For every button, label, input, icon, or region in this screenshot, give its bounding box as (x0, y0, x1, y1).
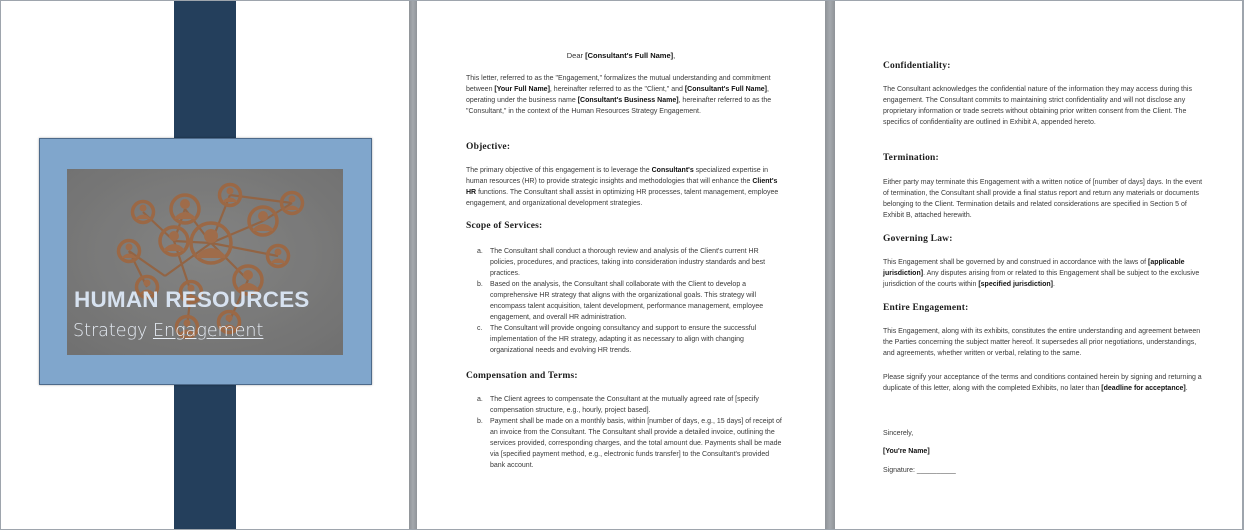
list-item (477, 246, 783, 279)
intro-paragraph (466, 73, 784, 117)
text: functions. The Consultant shall assist in optimizing HR processes, talent management, employee engagement, and organizational development strategies. (466, 189, 779, 207)
list-marker: a. (477, 396, 483, 403)
list-text: Payment shall be made on a monthly basis, within [number of days, e.g., 15 days] of receipt of an invoice from the Consultant. The Consultant shall provide a detailed invoice, outlining the services provided, corresponding charges, and the total amount due. Payments shall be made via [specified payment method, e.g., electronic funds transfer] to the Consultant's provided bank account. (490, 418, 782, 469)
list-marker: a. (477, 248, 483, 255)
list-text: Based on the analysis, the Consultant shall collaborate with the Client to develop a comprehensive HR strategy that aligns with the organizational goals. This strategy will encompass talent acquisition, talent development, performance management, employee engagement, and overall HR administration. (490, 281, 764, 321)
signature-line (883, 465, 1203, 476)
text: , operating under the business name (466, 86, 769, 104)
business-name-placeholder: [Consultant's Business Name] (577, 97, 679, 104)
list-marker: c. (477, 325, 483, 332)
confidentiality-paragraph: The Consultant acknowledges the confidential nature of the information they may access during this engagement. The Consultant commits to maintaining strict confidentiality and will not disclose any proprietary information or trade secrets without obtaining prior written consent from the Client. The specifics of confidentiality are outlined in Exhibit A, appended hereto. (883, 86, 1192, 126)
governing-law-heading: Governing Law: (883, 234, 953, 244)
letter-page-2 (835, 1, 1242, 529)
text-bold: Consultant's (651, 167, 694, 174)
termination-paragraph: Either party may terminate this Engagement with a written notice of [number of days] days. In the event of termination, the Consultant shall provide a final status report and return any materials or documents belonging to the Client. Termination details and related considerations are specified in Section 5 of Exhibit B, attached herewith. (883, 179, 1203, 219)
cover-subtitle-word2: Engagement (152, 321, 264, 341)
scope-list (477, 246, 783, 356)
compensation-heading: Compensation and Terms: (466, 371, 578, 381)
signature-blank: __________ (916, 467, 956, 474)
jurisdiction-placeholder: [specified jurisdiction] (978, 281, 1054, 288)
signature-label: Signature: (883, 467, 917, 474)
list-marker: b. (477, 281, 483, 288)
cover-subtitle (73, 321, 263, 341)
salutation-prefix: Dear (566, 51, 586, 60)
salutation-name: [Consultant's Full Name] (585, 51, 674, 60)
closing: Sincerely, (883, 430, 914, 437)
cover-image (67, 169, 343, 355)
cover-title: HUMAN RESOURCES (74, 287, 310, 312)
text: Please signify your acceptance of the terms and conditions contained herein by signing and returning a duplicate of this letter, along with the completed Exhibits, no later than (883, 374, 1202, 392)
list-marker: b. (477, 418, 483, 425)
list-item (477, 394, 783, 416)
page-gap (825, 1, 835, 529)
list-item (477, 323, 783, 356)
list-text: The Consultant will provide ongoing consultancy and support to ensure the successful implementation of the HR strategy, adapting it as necessary to align with changing organizational needs and evolving HR trends. (490, 325, 757, 354)
objective-heading: Objective: (466, 142, 511, 152)
text: This letter, referred to as the "Engagement," formalizes the mutual understanding and commitment between (466, 75, 771, 93)
salutation-suffix: , (673, 51, 676, 60)
jurisdiction-placeholder: [applicable jurisdiction] (883, 259, 1185, 277)
cover-frame (39, 138, 372, 385)
list-item (477, 416, 783, 471)
list-item (477, 279, 783, 323)
text: This Engagement shall be governed by and construed in accordance with the laws of (883, 259, 1148, 266)
text: , hereinafter referred to as the "Client," and (549, 86, 685, 93)
page-gap (409, 1, 417, 529)
letter-page-1 (417, 1, 825, 529)
text: . Any disputes arising from or related to this Engagement shall be subject to the exclusive jurisdiction of the courts within (883, 270, 1200, 288)
entire-engagement-heading: Entire Engagement: (883, 303, 969, 313)
text: specialized expertise in human resources (HR) to provide strategic insights and methodologies that will enhance the (466, 167, 769, 185)
deadline-placeholder: [deadline for acceptance] (1101, 385, 1186, 392)
confidentiality-heading: Confidentiality: (883, 61, 951, 71)
termination-heading: Termination: (883, 153, 939, 163)
cover-subtitle-word1: Strategy (73, 321, 148, 341)
consultant-name-placeholder: [Consultant's Full Name] (684, 86, 768, 93)
text-bold: Client's HR (466, 178, 778, 196)
text: , hereinafter referred to as the "Consultant," in the context of the Human Resources Strategy Engagement. (466, 97, 772, 115)
cover-page (1, 1, 409, 529)
governing-law-paragraph (883, 257, 1203, 290)
signer-name-placeholder: [You're Name] (883, 448, 930, 455)
entire-engagement-paragraph: This Engagement, along with its exhibits, constitutes the entire understanding and agreement between the Parties concerning the subject matter hereof. It supersedes all prior negotiations, understandings, and agreements, whether written or verbal, relating to the same. (883, 328, 1201, 357)
compensation-list (477, 394, 783, 471)
list-text: The Consultant shall conduct a thorough review and analysis of the Client's current HR policies, procedures, and practices, taking into consideration industry standards and best practices. (490, 248, 766, 277)
text: . (1185, 385, 1188, 392)
client-name-placeholder: [Your Full Name] (494, 86, 550, 93)
list-text: The Client agrees to compensate the Consultant at the mutually agreed rate of [specify compensation structure, e.g., hourly, project based]. (490, 396, 759, 414)
acceptance-paragraph (883, 372, 1203, 394)
scope-heading: Scope of Services: (466, 221, 543, 231)
text: . (1053, 281, 1055, 288)
signer-name (883, 446, 1203, 457)
salutation (417, 50, 825, 61)
text: The primary objective of this engagement is to leverage the (466, 167, 652, 174)
objective-paragraph (466, 165, 784, 209)
